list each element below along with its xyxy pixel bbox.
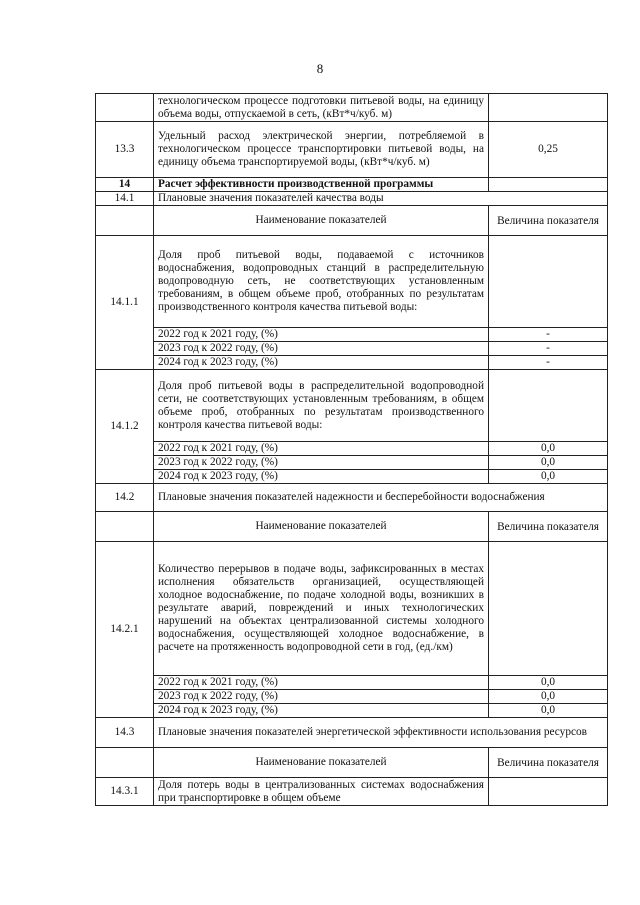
- year-row: [96, 676, 608, 690]
- row-number-cell: 13.3: [96, 122, 154, 178]
- year-row: [96, 342, 608, 356]
- row-value-cell: 0,25: [489, 122, 608, 178]
- row-number-cell: 14.3: [96, 718, 154, 748]
- indicator-table-sheet: [95, 93, 607, 806]
- year-value-cell: 0,0: [489, 470, 608, 484]
- year-value-cell: 0,0: [489, 704, 608, 718]
- year-value-cell: 0,0: [489, 456, 608, 470]
- header-name-cell: Наименование показателей: [154, 512, 489, 542]
- year-label-cell: 2022 год к 2021 году, (%): [154, 442, 489, 456]
- year-row: [96, 470, 608, 484]
- row-value-cell: [489, 542, 608, 676]
- row-value-cell: [489, 778, 608, 806]
- row-number-cell: 14.2: [96, 484, 154, 512]
- row-number-cell: 14.3.1: [96, 778, 154, 806]
- year-label-cell: 2024 год к 2023 году, (%): [154, 356, 489, 370]
- row-number-cell: [96, 512, 154, 542]
- header-name-cell: Наименование показателей: [154, 748, 489, 778]
- row-text-cell: Количество перерывов в подаче воды, зафиксированных в местах исполнения обязательств организацией, осуществляющей холодное водоснабжение, по подаче холодной воды, возникших в результате аварий, повреждений и иных технологических нарушений на объектах централизованной системы холодного водоснабжения, осуществляющей холодное водоснабжение, в расчете на протяженность водопроводной сети в год, (ед./км): [154, 542, 489, 676]
- table-row: [96, 122, 608, 178]
- table-row: [96, 94, 608, 122]
- year-row: [96, 456, 608, 470]
- header-value-cell: Величина показателя: [489, 512, 608, 542]
- year-label-cell: 2022 год к 2021 году, (%): [154, 676, 489, 690]
- row-text-cell: Плановые значения показателей энергетической эффективности использования ресурсов: [154, 718, 608, 748]
- table-row: [96, 778, 608, 806]
- row-number-cell: 14.1.2: [96, 370, 154, 484]
- column-header-row: [96, 512, 608, 542]
- row-text-cell: Доля потерь воды в централизованных системах водоснабжения при транспортировке в общем объеме: [154, 778, 489, 806]
- row-number-cell: [96, 206, 154, 236]
- year-row: [96, 356, 608, 370]
- subsection-row: [96, 192, 608, 206]
- year-label-cell: 2022 год к 2021 году, (%): [154, 328, 489, 342]
- table-row: [96, 370, 608, 442]
- year-label-cell: 2023 год к 2022 году, (%): [154, 690, 489, 704]
- row-text-cell: Доля проб питьевой воды, подаваемой с источников водоснабжения, водопроводных станций в распределительную водопроводную сеть, не соответствующих установленным требованиям, в общем объеме проб, отобранных по результатам производственного контроля качества питьевой воды:: [154, 236, 489, 328]
- row-value-cell: [489, 370, 608, 442]
- table-row: [96, 236, 608, 328]
- year-value-cell: 0,0: [489, 676, 608, 690]
- table-row: [96, 542, 608, 676]
- year-value-cell: 0,0: [489, 442, 608, 456]
- row-text-cell: Доля проб питьевой воды в распределительной водопроводной сети, не соответствующих установленным требованиям, в общем объеме проб, отобранных по результатам производственного контроля качества питьевой воды:: [154, 370, 489, 442]
- row-text-cell: Плановые значения показателей качества воды: [154, 192, 608, 206]
- column-header-row: [96, 206, 608, 236]
- section-title-cell: Расчет эффективности производственной программы: [154, 178, 489, 192]
- year-label-cell: 2023 год к 2022 году, (%): [154, 342, 489, 356]
- year-row: [96, 328, 608, 342]
- row-value-cell: [489, 94, 608, 122]
- section-row: [96, 178, 608, 192]
- year-value-cell: 0,0: [489, 690, 608, 704]
- year-row: [96, 442, 608, 456]
- row-text-cell: технологическом процессе подготовки питьевой воды, на единицу объема воды, отпускаемой в сеть, (кВт*ч/куб. м): [154, 94, 489, 122]
- section-number-cell: 14: [96, 178, 154, 192]
- row-number-cell: 14.1: [96, 192, 154, 206]
- year-row: [96, 704, 608, 718]
- year-label-cell: 2024 год к 2023 году, (%): [154, 704, 489, 718]
- subsection-row: [96, 484, 608, 512]
- header-value-cell: Величина показателя: [489, 206, 608, 236]
- year-value-cell: -: [489, 328, 608, 342]
- year-value-cell: -: [489, 342, 608, 356]
- row-value-cell: [489, 236, 608, 328]
- year-row: [96, 690, 608, 704]
- header-value-cell: Величина показателя: [489, 748, 608, 778]
- year-label-cell: 2024 год к 2023 году, (%): [154, 470, 489, 484]
- row-text-cell: Плановые значения показателей надежности и бесперебойности водоснабжения: [154, 484, 608, 512]
- row-text-cell: Удельный расход электрической энергии, потребляемой в технологическом процессе транспортировки питьевой воды, на единицу объема транспортируемой воды, (кВт*ч/куб. м): [154, 122, 489, 178]
- header-name-cell: Наименование показателей: [154, 206, 489, 236]
- row-value-cell: [489, 178, 608, 192]
- indicator-table: [95, 93, 608, 806]
- row-number-cell: 14.1.1: [96, 236, 154, 370]
- subsection-row: [96, 718, 608, 748]
- row-number-cell: 14.2.1: [96, 542, 154, 718]
- page-number: 8: [316, 61, 324, 76]
- row-number-cell: [96, 94, 154, 122]
- year-value-cell: -: [489, 356, 608, 370]
- row-number-cell: [96, 748, 154, 778]
- column-header-row: [96, 748, 608, 778]
- year-label-cell: 2023 год к 2022 году, (%): [154, 456, 489, 470]
